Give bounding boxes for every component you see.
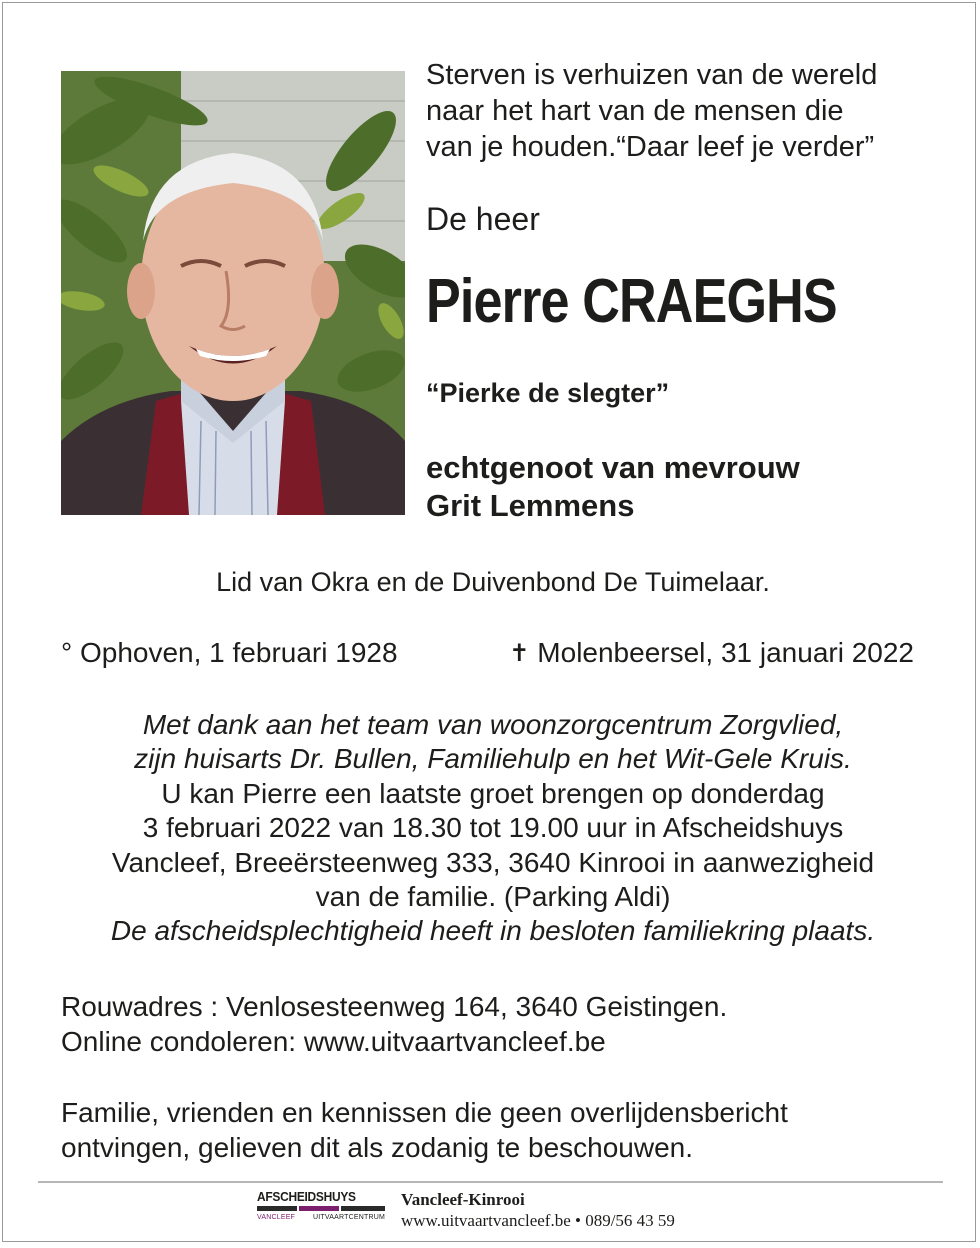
portrait-illustration bbox=[61, 71, 405, 515]
thanks-line: Met dank aan het team van woonzorgcentrum Zorgvlied, bbox=[142, 709, 844, 740]
death-date-wrapper bbox=[509, 635, 914, 672]
company-name: Vancleef-Kinrooi bbox=[401, 1190, 525, 1209]
address-block bbox=[61, 989, 727, 1059]
funeral-home-logo bbox=[257, 1189, 385, 1225]
notice-line: Familie, vrienden en kennissen die geen overlijdensbericht bbox=[61, 1097, 788, 1128]
ceremony-line: De afscheidsplechtigheid heeft in besloten familiekring plaats. bbox=[110, 915, 876, 947]
visit-line: U kan Pierre een laatste groet brengen op donderdag bbox=[161, 777, 825, 809]
quote bbox=[426, 57, 877, 165]
logo-left: VANCLEEF bbox=[257, 1214, 296, 1221]
honorific: De heer bbox=[426, 201, 540, 237]
visit-line: van de familie. (Parking Aldi) bbox=[315, 881, 671, 913]
notice bbox=[61, 1095, 788, 1165]
visit-line: 3 februari 2022 van 18.30 tot 19.00 uur in Afscheidshuys bbox=[142, 812, 844, 844]
logo-subtitle bbox=[257, 1213, 385, 1222]
mourning-address: Rouwadres : Venlosesteenweg 164, 3640 Geistingen. bbox=[61, 991, 728, 1022]
logo-right: UITVAARTCENTRUM bbox=[313, 1214, 385, 1221]
quote-line: Sterven is verhuizen van de wereld bbox=[426, 59, 878, 91]
message bbox=[3, 708, 980, 949]
spouse-line: echtgenoot van mevrouw bbox=[426, 450, 800, 485]
notice-line: ontvingen, gelieven dit als zodanig te beschouwen. bbox=[61, 1132, 693, 1163]
obituary-card bbox=[2, 2, 976, 1242]
portrait-photo bbox=[61, 71, 405, 515]
thanks-line: zijn huisarts Dr. Bullen, Familiehulp en het Wit-Gele Kruis. bbox=[134, 743, 852, 775]
nickname: “Pierke de slegter” bbox=[426, 378, 670, 408]
spouse bbox=[426, 449, 800, 525]
footer-divider bbox=[38, 1181, 943, 1183]
quote-line: naar het hart van de mensen die bbox=[426, 95, 844, 127]
birth-date: ° Ophoven, 1 februari 1928 bbox=[61, 637, 398, 668]
condolences-link[interactable]: Online condoleren: www.uitvaartvancleef.be bbox=[61, 1026, 606, 1057]
logo-bar bbox=[257, 1206, 385, 1211]
spouse-line: Grit Lemmens bbox=[426, 488, 635, 523]
logo-bar-segment bbox=[257, 1206, 297, 1211]
logo-bar-segment bbox=[341, 1206, 385, 1211]
logo-title: AFSCHEIDSHUYS bbox=[257, 1189, 356, 1204]
contact-line[interactable]: www.uitvaartvancleef.be • 089/56 43 59 bbox=[401, 1211, 675, 1230]
deceased-name: Pierre CRAEGHS bbox=[426, 267, 837, 336]
visit-line: Vancleef, Breeërsteenweg 333, 3640 Kinrooi in aanwezigheid bbox=[111, 846, 875, 878]
quote-line: van je houden.“Daar leef je verder” bbox=[426, 131, 875, 163]
membership: Lid van Okra en de Duivenbond De Tuimelaar. bbox=[216, 567, 770, 597]
footer-contact bbox=[401, 1189, 675, 1231]
logo-bar-segment bbox=[299, 1206, 339, 1211]
cross-icon: ✝ bbox=[509, 640, 530, 667]
death-date: Molenbeersel, 31 januari 2022 bbox=[537, 637, 914, 668]
